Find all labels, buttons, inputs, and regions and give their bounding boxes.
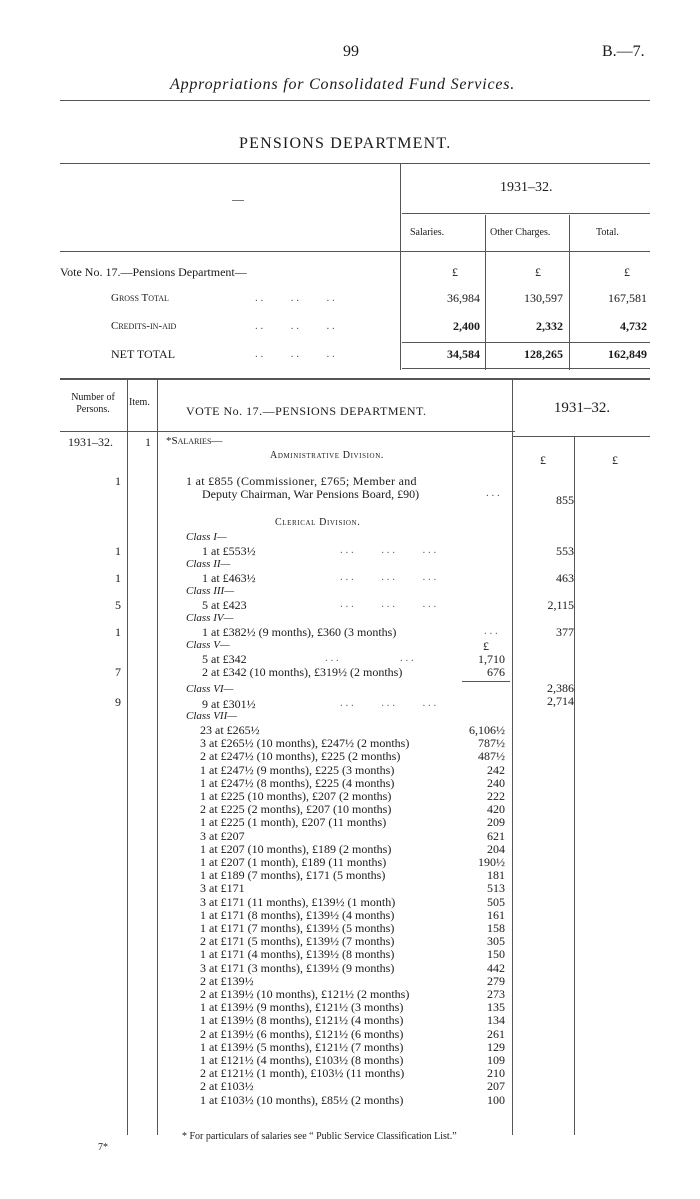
vote-title: VOTE No. 17.—PENSIONS DEPARTMENT.	[186, 404, 427, 418]
class-vii-sub-amount: 273	[487, 987, 505, 1001]
class-vii-rate: 3 at £207	[200, 828, 245, 843]
money-column-2: £	[612, 453, 618, 467]
class-vii-rate: 3 at £265½ (10 months), £247½ (2 months)	[200, 736, 410, 751]
class-v-amount: 2,386	[547, 681, 574, 695]
class-vii-rate: 1 at £207 (1 month), £189 (11 months)	[200, 855, 387, 869]
class-v-pound: £	[483, 639, 489, 653]
class-vii-rate: 3 at £171 (3 months), £139½ (9 months)	[200, 960, 395, 975]
class-vii-rate: 1 at £121½ (4 months), £103½ (8 months)	[200, 1053, 404, 1067]
class-v-line-2: 2 at £342 (10 months), £319½ (2 months)	[202, 665, 403, 679]
document-reference: B.—7.	[602, 43, 645, 60]
class-iv-amount: 377	[556, 625, 574, 639]
salaries-heading: *Salaries—	[166, 435, 223, 447]
item-number: 1	[145, 435, 151, 449]
class-vii-rate: 1 at £103½ (10 months), £85½ (2 months)	[200, 1092, 404, 1107]
class-vii-rate: 1 at £189 (7 months), £171 (5 months)	[200, 868, 386, 883]
summary-dash: —	[232, 192, 244, 206]
class-vii-sub-amount: 150	[487, 947, 505, 962]
class-iii-amount: 2,115	[547, 598, 574, 612]
class-vii-rate: 2 at £139½ (6 months), £121½ (6 months)	[200, 1026, 404, 1041]
class-vii-rate: 1 at £139½ (5 months), £121½ (7 months)	[200, 1039, 404, 1054]
class-vii-sub-amount: 487½	[478, 749, 505, 764]
header-rule	[60, 100, 650, 101]
class-vii-rate: 2 at £121½ (1 month), £103½ (11 months)	[200, 1066, 405, 1081]
class-vii-rate: 1 at £171 (7 months), £139½ (5 months)	[200, 921, 395, 935]
class-vii-rate: 1 at £171 (8 months), £139½ (4 months)	[200, 907, 395, 922]
class-v-line-1: 5 at £342	[202, 652, 247, 666]
class-vii-rate: 1 at £207 (10 months), £189 (2 months)	[200, 841, 392, 856]
admin-amount: 855	[556, 493, 574, 507]
class-vii-rate: 2 at £247½ (10 months), £225 (2 months)	[200, 749, 401, 764]
running-title: Appropriations for Consolidated Fund Services.	[170, 76, 516, 93]
summary-currency-salaries: £	[452, 265, 458, 279]
class-ii-amount: 463	[556, 571, 574, 585]
class-vii-sub-amount: 210	[487, 1066, 505, 1081]
class-vii-sub-amount: 135	[487, 1000, 505, 1015]
class-i-rate: 1 at £553½	[202, 544, 256, 558]
summary-vote-label: Vote No. 17.—Pensions Department—	[60, 265, 247, 279]
persons-year: 1931–32.	[68, 435, 113, 449]
class-vii-sub-amount: 181	[487, 868, 505, 883]
admin-persons: 1	[115, 474, 121, 488]
class-iii-rate: 5 at £423	[202, 598, 247, 612]
class-vii-rate: 1 at £247½ (8 months), £225 (4 months)	[200, 775, 395, 790]
admin-line-1: 1 at £855 (Commissioner, £765; Member and	[186, 474, 417, 488]
class-vii-rate: 2 at £139½ (10 months), £121½ (2 months)	[200, 987, 410, 1001]
class-vii-rate: 2 at £139½	[200, 973, 254, 988]
page-number: 99	[343, 43, 359, 60]
class-vii-sub-amount: 787½	[478, 736, 505, 751]
class-vii-sub-amount: 505	[487, 894, 505, 909]
class-vii-sub-amount: 158	[487, 921, 505, 935]
summary-col-salaries: Salaries.	[410, 227, 445, 238]
summary-currency-total: £	[624, 265, 630, 279]
class-vii-sub-amount: 204	[487, 841, 505, 856]
class-vii-sub-amount: 100	[487, 1092, 505, 1107]
class-vii-sub-amount: 305	[487, 934, 505, 949]
class-vii-rate: 2 at £171 (5 months), £139½ (7 months)	[200, 934, 395, 949]
col-item: Item.	[129, 397, 150, 408]
class-vii-rate: 3 at £171	[200, 881, 245, 896]
class-vii-sub-amount: 513	[487, 881, 505, 896]
class-vi-rate: 9 at £301½	[202, 697, 256, 711]
class-vii-sub-amount: 190½	[478, 855, 505, 869]
department-title: PENSIONS DEPARTMENT.	[239, 135, 452, 152]
admin-line-2: Deputy Chairman, War Pensions Board, £90)	[202, 487, 420, 501]
class-i-amount: 553	[556, 544, 574, 558]
class-vii-rate: 23 at £265½	[200, 723, 260, 737]
summary-currency-other: £	[535, 265, 541, 279]
detail-year: 1931–32.	[553, 400, 611, 416]
class-ii-rate: 1 at £463½	[202, 571, 256, 585]
class-vii-rate: 2 at £225 (2 months), £207 (10 months)	[200, 802, 392, 817]
class-vii-rate: 1 at £225 (10 months), £207 (2 months)	[200, 789, 392, 803]
class-vii-sub-amount: 242	[487, 762, 505, 777]
signature-mark: 7*	[98, 1142, 108, 1153]
money-column-1: £	[540, 453, 546, 467]
class-vii-sub-amount: 134	[487, 1013, 505, 1028]
summary-col-other-charges: Other Charges.	[490, 227, 551, 238]
class-vii-sub-amount: 207	[487, 1079, 505, 1094]
class-vii-sub-amount: 279	[487, 973, 505, 988]
class-iv-rate: 1 at £382½ (9 months), £360 (3 months)	[202, 625, 397, 639]
summary-year: 1931–32.	[500, 180, 553, 195]
class-vii-sub-amount: 261	[487, 1026, 505, 1041]
class-v-sub-1: 1,710	[478, 652, 505, 666]
class-vii-sub-amount: 621	[487, 828, 505, 843]
footnote: * For particulars of salaries see “ Public Service Classification List.”	[182, 1131, 457, 1142]
class-vii-sub-amount: 420	[487, 802, 505, 817]
class-vii-sub-amount: 6,106½	[469, 723, 505, 737]
clerical-division-heading: Clerical Division.	[275, 517, 361, 528]
class-vii-rate: 1 at £225 (1 month), £207 (11 months)	[200, 815, 387, 830]
class-vii-sub-amount: 222	[487, 789, 505, 803]
class-vi-amount: 2,714	[547, 694, 574, 708]
class-v-sub-2: 676	[487, 665, 505, 679]
class-vii-rate: 1 at £247½ (9 months), £225 (3 months)	[200, 762, 395, 777]
class-vii-sub-amount: 442	[487, 960, 505, 975]
col-number-of-persons: Number of Persons.	[71, 392, 115, 415]
summary-col-total: Total.	[596, 227, 619, 238]
class-vii-sub-amount: 129	[487, 1039, 505, 1054]
class-vii-sub-amount: 209	[487, 815, 505, 830]
class-vii-rate: 1 at £139½ (8 months), £121½ (4 months)	[200, 1013, 404, 1028]
class-vii-rate: 1 at £171 (4 months), £139½ (8 months)	[200, 947, 395, 962]
administrative-division-heading: Administrative Division.	[270, 450, 384, 461]
class-vii-rate: 1 at £139½ (9 months), £121½ (3 months)	[200, 1000, 404, 1015]
class-vii-rate: 2 at £103½	[200, 1079, 254, 1094]
class-vii-sub-amount: 240	[487, 775, 505, 790]
class-vii-sub-amount: 161	[487, 907, 505, 922]
class-vii-sub-amount: 109	[487, 1053, 505, 1067]
class-vii-rate: 3 at £171 (11 months), £139½ (1 month)	[200, 894, 396, 909]
